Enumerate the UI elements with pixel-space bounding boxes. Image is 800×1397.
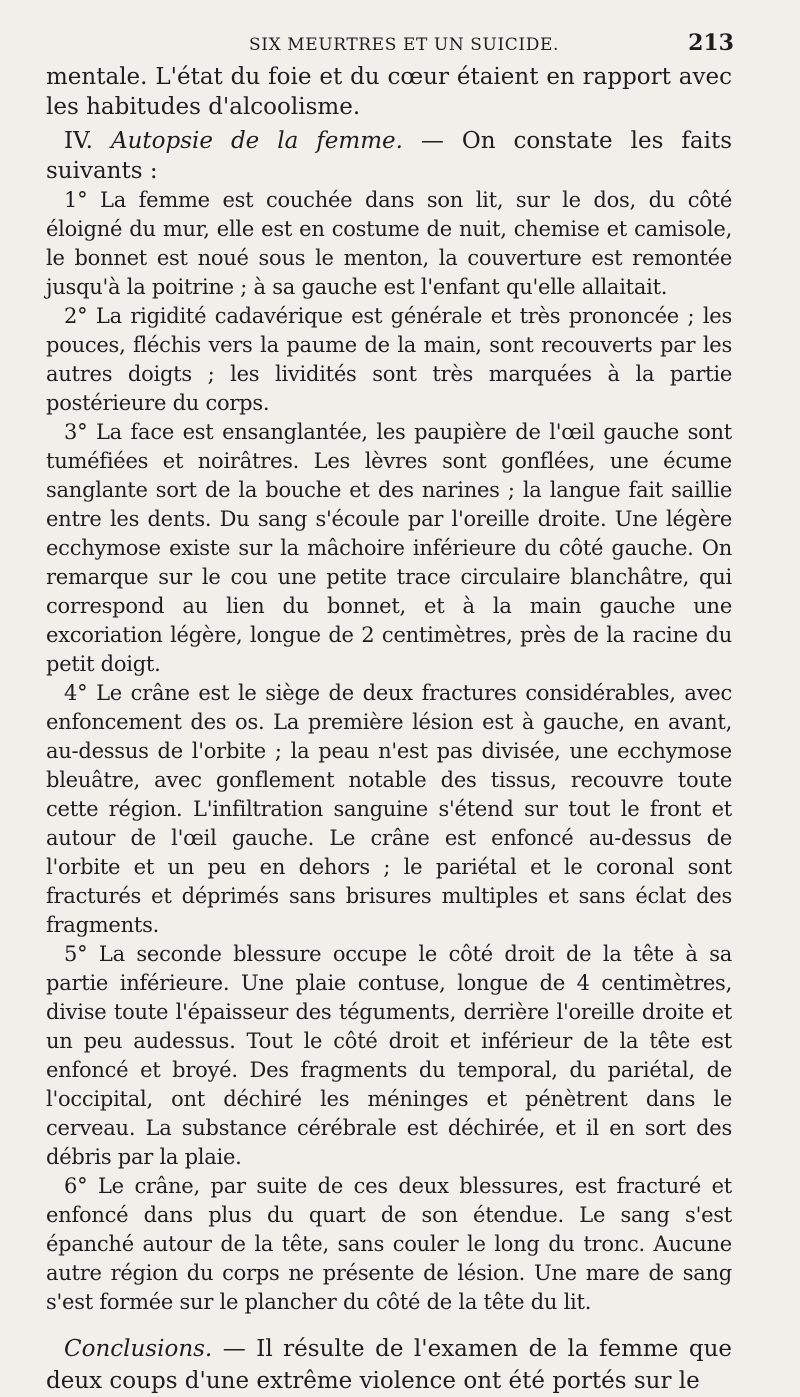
section-title: Autopsie de la femme.	[110, 128, 403, 154]
running-head	[46, 30, 732, 62]
finding-item-2: 2° La rigidité cadavérique est générale et très prononcée ; les pouces, fléchis vers la paume de la main, sont recouverts par les autres doigts ; les lividités sont très marquées à la partie postérieure du corps.	[46, 304, 732, 415]
intro-paragraph: mentale. L'état du foie et du cœur étaient en rapport avec les habitudes d'alcoolisme.	[46, 64, 732, 120]
conclusion-title: Conclusions.	[64, 1336, 213, 1362]
section-number: IV.	[64, 128, 93, 154]
finding-item-4: 4° Le crâne est le siège de deux fractures considérables, avec enfoncement des os. La première lésion est à gauche, en avant, au-dessus de l'orbite ; la peau n'est pas divisée, une ecchymose bleuâtre, avec gonflement notable des tissus, recouvre toute cette région. L'infiltration sanguine s'étend sur tout le front et autour de l'œil gauche. Le crâne est enfoncé au-dessus de l'orbite et un peu en dehors ; le pariétal et le coronal sont fracturés et déprimés sans brisures multiples et sans éclat des fragments.	[46, 681, 732, 937]
finding-item-1: 1° La femme est couchée dans son lit, sur le dos, du côté éloigné du mur, elle est en costume de nuit, chemise et camisole, le bonnet est noué sous le menton, la couverture est remontée jusqu'à la poitrine ; à sa gauche est l'enfant qu'elle allaitait.	[46, 188, 732, 299]
finding-item-6: 6° Le crâne, par suite de ces deux blessures, est fracturé et enfoncé dans plus du quart de son étendue. Le sang s'est épanché autour de la tête, sans couler le long du tronc. Aucune autre région du corps ne présente de lésion. Une mare de sang s'est formée sur le plancher du côté de la tête du lit.	[46, 1174, 732, 1314]
section-heading	[46, 126, 732, 186]
finding-item-3: 3° La face est ensanglantée, les paupière de l'œil gauche sont tuméfiées et noirâtres. Les lèvres sont gonflées, une écume sanglante sort de la bouche et des narines ; la langue fait saillie entre les dents. Du sang s'écoule par l'oreille droite. Une légère ecchymose existe sur la mâchoire inférieure du côté gauche. On remarque sur le cou une petite trace circulaire blanchâtre, qui correspond au lien du bonnet, et à la main gauche une excoriation légère, longue de 2 centimètres, près de la racine du petit doigt.	[46, 420, 732, 676]
page-number: 213	[688, 30, 734, 56]
finding-item-5: 5° La seconde blessure occupe le côté droit de la tête à sa partie inférieure. Une plaie contuse, longue de 4 centimètres, divise toute l'épaisseur des téguments, derrière l'oreille droite et un peu audessus. Tout le côté droit et inférieur de la tête est enfoncé et broyé. Des fragments du temporal, du pariétal, de l'occipital, ont déchiré les méninges et pénètrent dans le cerveau. La substance cérébrale est déchirée, et il en sort des débris par la plaie.	[46, 942, 732, 1169]
conclusion-text: — Il résulte de l'examen de la femme que deux coups d'une extrême violence ont été portés sur le	[46, 1336, 732, 1394]
section-lead: — On constate les faits suivants :	[46, 128, 733, 184]
conclusion-paragraph	[46, 1333, 732, 1397]
page-text	[46, 62, 732, 1397]
running-title: SIX MEURTRES ET UN SUICIDE.	[249, 35, 559, 55]
